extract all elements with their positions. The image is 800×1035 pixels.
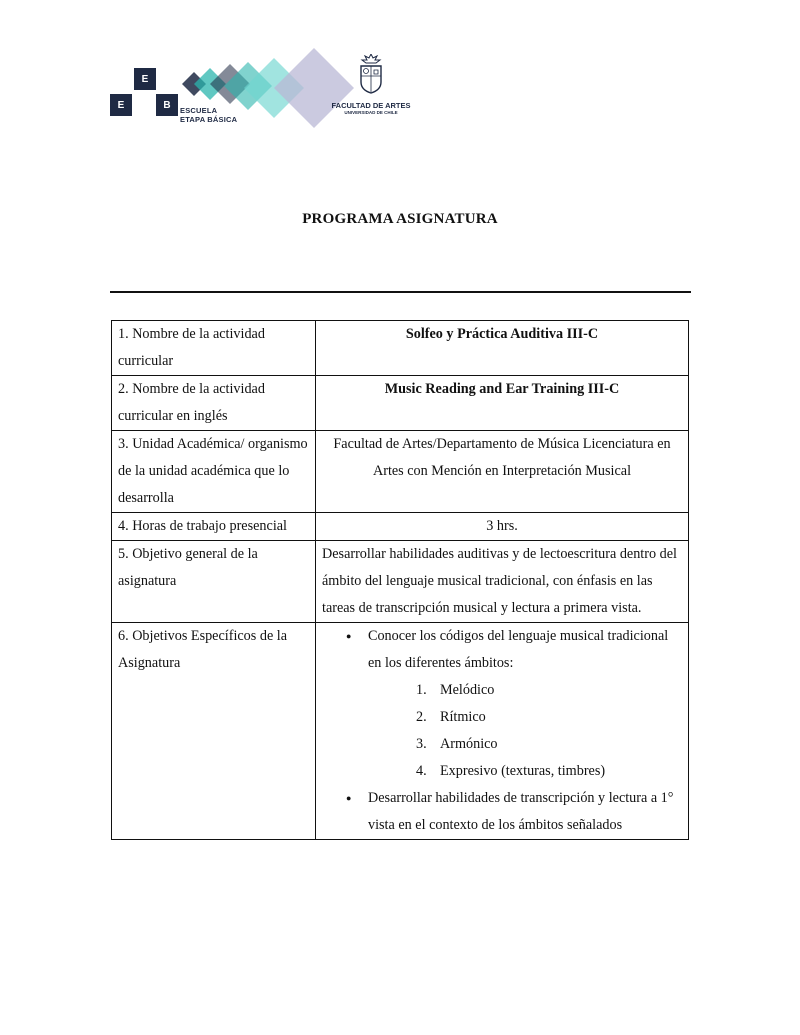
row-label: 1. Nombre de la actividad curricular [112,321,316,376]
table-row [112,541,689,623]
school-name-line2: ETAPA BÁSICA [180,115,238,124]
list-item-text: Conocer los códigos del lenguaje musical tradicional en los diferentes ámbitos: [368,628,669,671]
row-value: Desarrollar habilidades auditivas y de lectoescritura dentro del ámbito del lenguaje musical tradicional, con énfasis en las tareas de transcripción musical y lectura a primera vista. [316,541,689,623]
row-value: 3 hrs. [316,513,689,541]
university-name: UNIVERSIDAD DE CHILE [344,110,398,115]
row-label: 3. Unidad Académica/ organismo de la unidad académica que lo desarrolla [112,431,316,513]
list-number: 2. [416,709,427,725]
eeb-logo [110,44,180,124]
document-title: PROGRAMA ASIGNATURA [302,211,498,227]
eeb-logo-letter: E [134,68,156,90]
list-item-text: Melódico [440,682,495,698]
eeb-logo-blank [110,68,132,90]
header-logos [110,44,420,134]
table-row [112,431,689,513]
subitems-list [368,677,682,785]
eeb-logo-letter: B [156,94,178,116]
list-number: 3. [416,736,427,752]
list-number: 4. [416,763,427,779]
university-seal-icon [358,54,384,94]
list-number: 1. [416,682,427,698]
table-row [112,321,689,376]
eeb-logo-letter: E [110,94,132,116]
list-item-text: Armónico [440,736,498,752]
row-label: 6. Objetivos Específicos de la Asignatura [112,623,316,840]
row-value: Solfeo y Práctica Auditiva III-C [316,321,689,376]
list-item [416,758,682,785]
school-name-line1: ESCUELA [180,106,218,115]
list-item [416,731,682,758]
list-item-text: Rítmico [440,709,486,725]
list-item [368,785,682,839]
list-item [416,704,682,731]
list-item [416,677,682,704]
table-row [112,623,689,840]
objectives-list [322,623,682,839]
table-row [112,513,689,541]
table-row [112,376,689,431]
row-label: 4. Horas de trabajo presencial [112,513,316,541]
program-table [111,320,689,840]
row-value [316,623,689,840]
faculty-logo [326,54,416,115]
row-value: Music Reading and Ear Training III-C [316,376,689,431]
list-item [368,623,682,785]
list-item-text: Desarrollar habilidades de transcripción y lectura a 1° vista en el contexto de los ámbitos señalados [368,790,674,833]
row-value: Facultad de Artes/Departamento de Música Licenciatura en Artes con Mención en Interpretación Musical [316,431,689,513]
divider [110,291,691,293]
faculty-name: FACULTAD DE ARTES [331,101,411,110]
row-label: 2. Nombre de la actividad curricular en inglés [112,376,316,431]
row-label: 5. Objetivo general de la asignatura [112,541,316,623]
list-item-text: Expresivo (texturas, timbres) [440,763,606,779]
